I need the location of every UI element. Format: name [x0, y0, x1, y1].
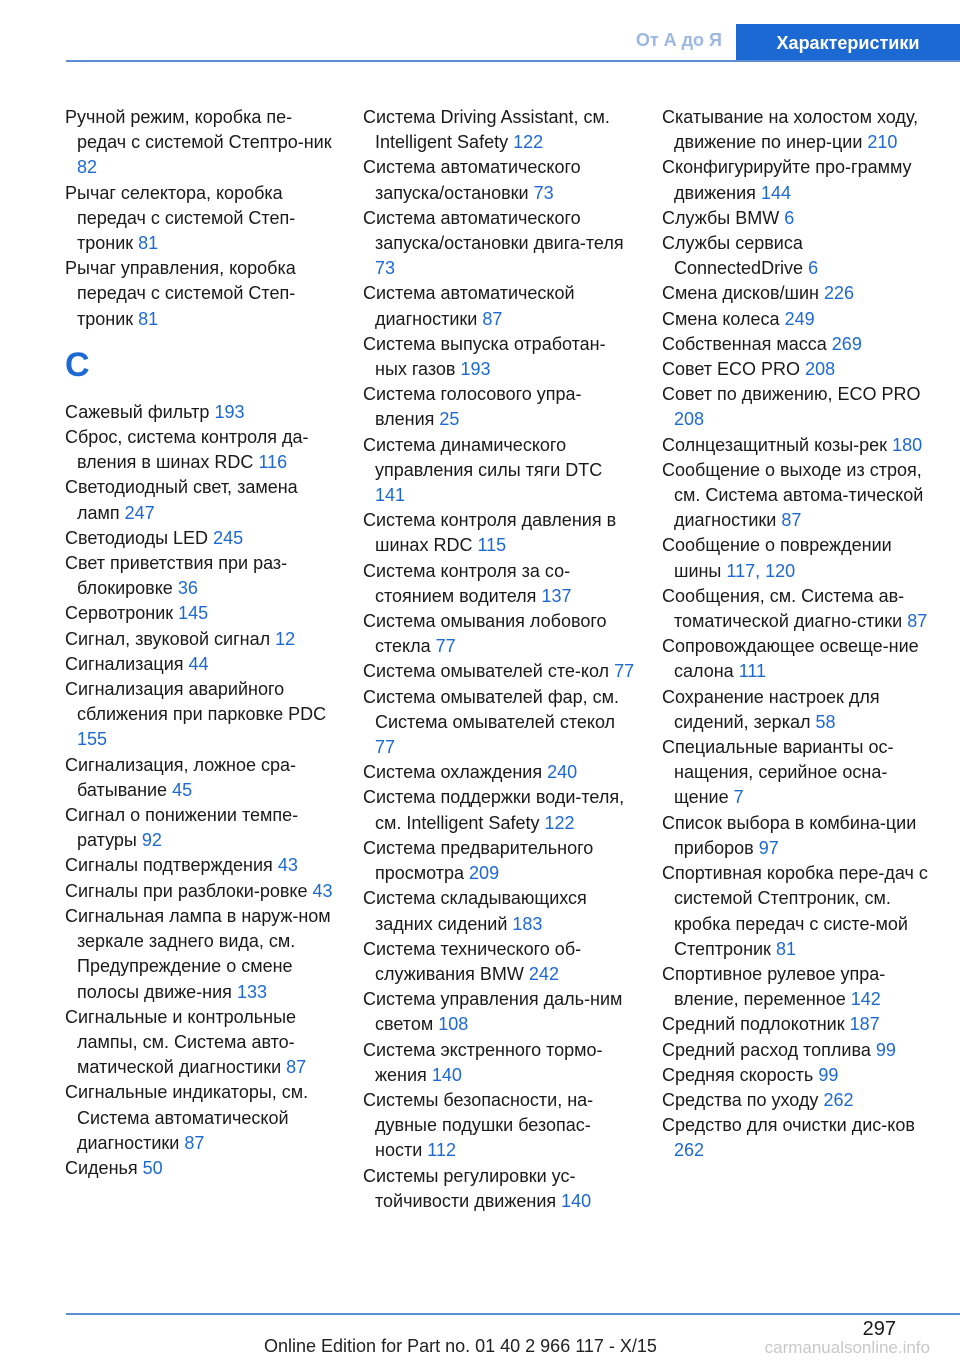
- index-entry-text: Системы безопасности, на‐дувные подушки безопас‐ности: [363, 1089, 594, 1161]
- index-entry: [662, 1063, 932, 1088]
- index-entry: [662, 735, 932, 811]
- index-page-link[interactable]: 226: [824, 283, 855, 304]
- index-entry: [65, 879, 335, 904]
- watermark: carmanualsonline.info: [764, 1338, 930, 1357]
- index-page-link[interactable]: 108: [438, 1014, 469, 1035]
- index-entry: [65, 853, 335, 878]
- tab-a-to-z[interactable]: От А до Я: [635, 30, 722, 50]
- index-page-link[interactable]: 81: [138, 233, 159, 254]
- index-entry-text: Система охлаждения: [363, 762, 543, 783]
- index-entry-text: Сопровождающее освеще‐ние салона: [662, 636, 919, 682]
- index-page-link[interactable]: 245: [213, 527, 244, 548]
- index-page-link[interactable]: 97: [758, 837, 779, 858]
- index-entry: [363, 685, 635, 761]
- index-entry: [65, 400, 335, 425]
- index-entry-text: Солнцезащитный козы‐рек: [662, 434, 888, 455]
- index-entry-text: Сигналы подтверждения: [65, 855, 273, 876]
- index-entry-text: Сигнальная лампа в наруж‐ном зеркале заднего вида, см. Предупреждение о смене полосы движе‐ния: [65, 905, 331, 1002]
- index-entry: [363, 206, 635, 282]
- index-entry-text: Сброс, система контроля да‐вления в шинах RDC: [65, 427, 309, 473]
- index-entry-text: Сообщения, см. Система ав‐томатической диагно‐стики: [662, 585, 905, 632]
- footer-divider: [66, 1313, 960, 1315]
- index-page-link[interactable]: 87: [482, 308, 503, 329]
- index-page-link[interactable]: 73: [533, 182, 554, 203]
- index-entry-text: Спортивное рулевое упра‐вление, переменное: [662, 963, 886, 1010]
- index-entry: [363, 1088, 635, 1164]
- index-entry-text: Система омывателей сте‐кол: [363, 661, 610, 682]
- index-entry: [662, 811, 932, 861]
- index-entry-text: Система омывания лобового стекла: [363, 611, 607, 657]
- index-entry-text: Светодиоды LED: [65, 527, 209, 548]
- index-page-link[interactable]: 36: [177, 578, 198, 599]
- index-entry: [662, 332, 932, 357]
- index-page-link[interactable]: 43: [312, 880, 333, 901]
- index-page-link[interactable]: 269: [831, 333, 862, 354]
- index-entry-text: Система голосового упра‐вления: [363, 384, 582, 430]
- index-page-link[interactable]: 81: [775, 938, 796, 959]
- index-page-link[interactable]: 50: [142, 1157, 163, 1178]
- index-entry: [363, 1038, 635, 1088]
- index-entry-text: Системы регулировки ус‐тойчивости движения: [363, 1165, 576, 1211]
- index-page-link[interactable]: 180: [892, 434, 923, 455]
- index-entry: [662, 231, 932, 281]
- index-page-link[interactable]: 262: [674, 1140, 705, 1161]
- index-entry: [662, 962, 932, 1012]
- header-divider: [66, 60, 960, 62]
- index-entry-text: Система экстренного тормо‐жения: [363, 1039, 603, 1085]
- index-entry: [662, 307, 932, 332]
- index-entry-text: Сообщение о выходе из строя, см. Система автома‐тической диагностики: [662, 459, 924, 531]
- index-page-link[interactable]: 77: [435, 636, 456, 657]
- index-entry-text: Система выпуска отработан‐ных газов: [363, 333, 606, 380]
- index-page-link[interactable]: 193: [214, 401, 245, 422]
- index-entry: [662, 861, 932, 962]
- index-entry-text: Средний расход топлива: [662, 1039, 871, 1060]
- index-page-link[interactable]: 145: [178, 603, 209, 624]
- tab-characteristics[interactable]: Характеристики: [736, 24, 960, 62]
- index-entry: [662, 382, 932, 432]
- index-entry: [662, 281, 932, 306]
- index-page-link[interactable]: 7: [733, 787, 744, 808]
- index-page-link[interactable]: 87: [286, 1057, 307, 1078]
- index-entry-text: Система Driving Assistant, см. Intelligent Safety: [363, 107, 610, 153]
- index-entry-text: Рычаг селектора, коробка передач с системой Степ‐троник: [65, 182, 296, 254]
- index-page-link[interactable]: 210: [867, 132, 898, 153]
- index-page-link[interactable]: 144: [760, 182, 791, 203]
- index-entry: [662, 206, 932, 231]
- index-entry-text: Система управления даль‐ним светом: [363, 989, 623, 1035]
- index-page-link[interactable]: 209: [469, 863, 500, 884]
- index-page-link[interactable]: 142: [850, 989, 881, 1010]
- index-entry-text: Специальные варианты ос‐нащения, серийное осна‐щение: [662, 737, 894, 808]
- index-page-link[interactable]: 240: [547, 762, 578, 783]
- index-page-link[interactable]: 92: [141, 830, 162, 851]
- index-entry: [662, 433, 932, 458]
- index-entry-text: Система омывателей фар, см. Система омывателей стекол: [363, 686, 620, 732]
- index-entry: [65, 425, 335, 475]
- index-entry: [65, 803, 335, 853]
- index-entry: [363, 785, 635, 835]
- index-entry: [363, 609, 635, 659]
- index-entry: [662, 1038, 932, 1063]
- index-page-link[interactable]: 155: [77, 729, 108, 750]
- index-entry: [662, 155, 932, 205]
- index-entry-text: Сажевый фильтр: [65, 401, 210, 422]
- index-page-link[interactable]: 82: [77, 157, 98, 178]
- index-entry: [65, 181, 335, 257]
- index-entry: [363, 332, 635, 382]
- index-entry-text: Система контроля за со‐стоянием водителя: [363, 560, 571, 606]
- index-entry: [363, 559, 635, 609]
- index-entry: [662, 1088, 932, 1113]
- index-page-link[interactable]: 81: [138, 308, 159, 329]
- index-entry: [65, 904, 335, 1005]
- index-entry-text: Сиденья: [65, 1157, 138, 1178]
- index-entry-text: Рычаг управления, коробка передач с системой Степ‐троник: [65, 258, 296, 329]
- index-page-link[interactable]: 116: [258, 452, 288, 473]
- index-page-link[interactable]: 77: [375, 737, 396, 758]
- index-entry: [65, 475, 335, 525]
- index-page-link[interactable]: 45: [172, 779, 193, 800]
- index-entry-text: Список выбора в комбина‐ции приборов: [662, 812, 917, 858]
- index-page-link[interactable]: 242: [528, 963, 559, 984]
- index-entry-text: Система поддержки води‐теля, см. Intelligent Safety: [363, 787, 625, 833]
- index-entry: [65, 1156, 335, 1181]
- index-entry: [363, 105, 635, 155]
- index-page-link[interactable]: 6: [808, 258, 819, 279]
- index-page-link[interactable]: 133: [236, 981, 267, 1002]
- index-entry-text: Система складывающихся задних сидений: [363, 888, 587, 934]
- index-entry: [363, 937, 635, 987]
- index-page-link[interactable]: 122: [544, 812, 575, 833]
- index-page-link[interactable]: 112: [427, 1140, 456, 1161]
- index-entry: [363, 760, 635, 785]
- index-entry: [65, 1080, 335, 1156]
- index-entry-text: Сигнализация аварийного сближения при парковке PDC: [65, 679, 327, 725]
- index-entry-text: Система динамического управления силы тяги DTC: [363, 434, 603, 480]
- index-entry-text: Средняя скорость: [662, 1064, 814, 1085]
- index-page-link[interactable]: 141: [375, 485, 406, 506]
- index-page-link[interactable]: 111: [738, 661, 767, 682]
- index-page-link[interactable]: 117, 120: [726, 560, 796, 581]
- index-page-link[interactable]: 12: [275, 628, 296, 649]
- index-entry: [65, 753, 335, 803]
- index-column-1: [65, 105, 335, 1181]
- index-page-link[interactable]: 193: [460, 359, 491, 380]
- index-page-link[interactable]: 25: [439, 409, 460, 430]
- index-entry-text: Совет ECO PRO: [662, 359, 801, 380]
- index-entry-text: Сигнализация: [65, 653, 184, 674]
- index-entry-text: Службы BMW: [662, 207, 780, 228]
- index-entry: [662, 584, 932, 634]
- index-page-link[interactable]: 77: [614, 661, 635, 682]
- index-page-link[interactable]: 87: [781, 510, 802, 531]
- index-entry: [65, 677, 335, 753]
- index-entry-text: Средство для очистки дис‐ков: [662, 1115, 915, 1136]
- index-entry-text: Совет по движению, ECO PRO: [662, 384, 921, 405]
- index-entry: [65, 105, 335, 181]
- index-column-3: [662, 105, 932, 1164]
- index-entry: [363, 1164, 635, 1214]
- index-entry-text: Смена дисков/шин: [662, 283, 819, 304]
- page-header: [66, 24, 960, 62]
- index-entry-text: Спортивная коробка пере‐дач с системой Стептроник, см. кробка передач с систе‐мой Стептроник: [662, 863, 928, 959]
- index-entry-text: Система автоматической диагностики: [363, 283, 575, 329]
- index-entry: [363, 382, 635, 432]
- index-entry-text: Скатывание на холостом ходу, движение по инер‐ции: [662, 107, 919, 153]
- index-entry-text: Сообщение о повреждении шины: [662, 535, 892, 581]
- index-entry: [65, 652, 335, 677]
- index-entry-text: Система автоматического запуска/остановки двига‐теля: [363, 207, 624, 254]
- index-entry: [363, 836, 635, 886]
- section-letter: С: [65, 345, 90, 384]
- index-entry-text: Сохранение настроек для сидений, зеркал: [662, 686, 880, 732]
- index-entry: [363, 155, 635, 205]
- index-entry-text: Службы сервиса ConnectedDrive: [662, 233, 804, 279]
- index-page-link[interactable]: 6: [784, 207, 795, 228]
- index-page-link[interactable]: 44: [188, 653, 209, 674]
- index-page-link[interactable]: 249: [784, 308, 815, 329]
- index-entry-text: Сигнализация, ложное сра‐батывание: [65, 754, 297, 800]
- index-entry-text: Сигнальные и контрольные лампы, см. Система авто‐матической диагностики: [65, 1006, 297, 1078]
- index-entry: [363, 508, 635, 558]
- index-entry-text: Смена колеса: [662, 308, 780, 329]
- index-entry: [662, 685, 932, 735]
- index-entry: [662, 1113, 932, 1163]
- index-column-2: [363, 105, 635, 1214]
- index-entry: [662, 533, 932, 583]
- index-entry: [363, 659, 635, 684]
- index-page-link[interactable]: 262: [823, 1089, 854, 1110]
- index-entry-text: Свет приветствия при раз‐блокировке: [65, 553, 288, 599]
- index-entry: [65, 256, 335, 332]
- index-entry: [65, 1005, 335, 1081]
- index-entry: [363, 987, 635, 1037]
- index-entry-text: Средства по уходу: [662, 1089, 819, 1110]
- index-entry: [65, 526, 335, 551]
- index-entry-text: Система автоматического запуска/остановки: [363, 157, 581, 203]
- index-page-link[interactable]: 208: [805, 359, 836, 380]
- index-entry: [662, 105, 932, 155]
- index-entry-text: Сигналы при разблоки‐ровке: [65, 880, 308, 901]
- index-entry-text: Сигнал, звуковой сигнал: [65, 628, 271, 649]
- index-entry-text: Сконфигурируйте про‐грамму движения: [662, 157, 912, 203]
- index-page-link[interactable]: 99: [875, 1039, 896, 1060]
- index-page-link[interactable]: 115: [477, 535, 507, 556]
- index-page-link[interactable]: 43: [277, 855, 298, 876]
- index-entry-text: Средний подлокотник: [662, 1014, 845, 1035]
- index-entry-text: Собственная масса: [662, 333, 827, 354]
- index-entry: [65, 551, 335, 601]
- index-page-link[interactable]: 183: [512, 913, 543, 934]
- index-entry: [363, 433, 635, 509]
- index-entry: [363, 886, 635, 936]
- index-page-link[interactable]: 140: [561, 1190, 592, 1211]
- page-number: 297: [862, 1318, 896, 1340]
- index-entry-text: Сигнальные индикаторы, см. Система автоматической диагностики: [65, 1082, 309, 1153]
- index-page-link[interactable]: 99: [818, 1064, 839, 1085]
- index-entry-text: Система технического об‐служивания BMW: [363, 938, 582, 984]
- index-entry: [662, 1012, 932, 1037]
- index-entry-text: Сигнал о понижении темпе‐ратуры: [65, 805, 299, 851]
- index-page-link[interactable]: 87: [907, 611, 928, 632]
- index-page-link[interactable]: 140: [431, 1064, 462, 1085]
- edition-text: Online Edition for Part no. 01 40 2 966 117 - X/15: [264, 1336, 657, 1356]
- index-entry: [662, 357, 932, 382]
- index-entry: [65, 601, 335, 626]
- index-entry-text: Ручной режим, коробка пе‐редач с системой Стептро‐ник: [65, 107, 332, 153]
- index-entry: [363, 281, 635, 331]
- index-page-link[interactable]: 247: [124, 502, 155, 523]
- index-page-link[interactable]: 87: [184, 1132, 205, 1153]
- index-page-link[interactable]: 187: [849, 1014, 880, 1035]
- index-entry-text: Система контроля давления в шинах RDC: [363, 510, 617, 556]
- index-entry: [662, 458, 932, 534]
- index-page-link[interactable]: 137: [541, 585, 572, 606]
- index-entry: [65, 627, 335, 652]
- index-entry-text: Система предварительного просмотра: [363, 837, 594, 884]
- index-page-link[interactable]: 208: [674, 409, 705, 430]
- index-page-link[interactable]: 73: [375, 258, 396, 279]
- index-entry-text: Сервотроник: [65, 603, 174, 624]
- index-entry-text: Светодиодный свет, замена ламп: [65, 477, 298, 523]
- index-page-link[interactable]: 58: [815, 711, 836, 732]
- index-entry: [662, 634, 932, 684]
- index-page-link[interactable]: 122: [513, 132, 544, 153]
